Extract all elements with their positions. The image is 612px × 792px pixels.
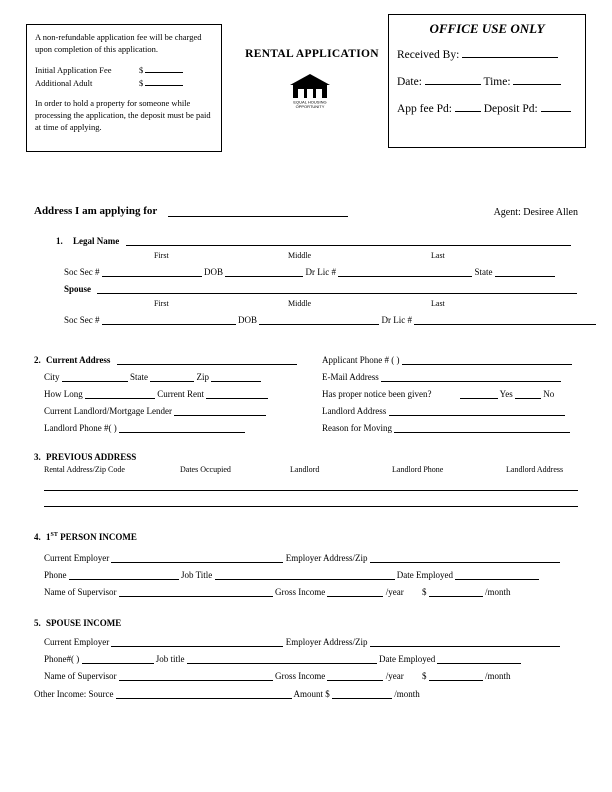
spouse-dr-lic-input[interactable] [414, 313, 596, 325]
other-income-per-month-label: /month [394, 689, 420, 699]
current-employer-input[interactable] [111, 551, 283, 563]
date-time-row [397, 72, 577, 88]
applicant-phone-row [322, 353, 572, 365]
current-employer-label: Current Employer [44, 553, 110, 563]
notice-no-blank[interactable] [515, 387, 541, 399]
section-1-number: 1. [56, 236, 63, 246]
email-input[interactable] [381, 370, 561, 382]
previous-address-blank-line-1[interactable] [44, 490, 578, 491]
spouse-date-employed-input[interactable] [437, 652, 521, 664]
phone-jobtitle-row-1 [44, 568, 539, 580]
phone-jobtitle-row-2 [44, 652, 521, 664]
current-rent-input[interactable] [206, 387, 268, 399]
first-person-income-title: 1ST PERSON INCOME [46, 532, 137, 542]
column-dates-occupied: Dates Occupied [180, 465, 231, 474]
dob-input[interactable] [225, 265, 303, 277]
amount-label: Amount $ [293, 689, 330, 699]
job-title-input[interactable] [215, 568, 395, 580]
no-label: No [543, 389, 555, 399]
initial-fee-blank[interactable] [145, 63, 183, 73]
employer-address-input[interactable] [370, 551, 560, 563]
spouse-phone-input[interactable] [82, 652, 154, 664]
section-2-number: 2. [34, 355, 41, 365]
supervisor-income-row-1 [44, 585, 511, 597]
spouse-current-employer-input[interactable] [111, 635, 283, 647]
state-label: State [474, 267, 493, 277]
landlord-address-row [322, 404, 565, 416]
spouse-dob-label: DOB [238, 315, 258, 325]
spouse-dr-lic-label: Dr Lic # [381, 315, 413, 325]
reason-moving-row [322, 421, 570, 433]
spouse-employer-address-label: Employer Address/Zip [285, 637, 368, 647]
employer-row-1 [44, 551, 560, 563]
additional-adult-label: Additional Adult [35, 78, 93, 88]
landlord-phone-row [44, 421, 245, 433]
landlord-address-label: Landlord Address [322, 406, 387, 416]
date-input[interactable] [425, 72, 481, 85]
current-rent-label: Current Rent [157, 389, 204, 399]
state-label: State [130, 372, 149, 382]
spouse-current-employer-label: Current Employer [44, 637, 110, 647]
per-year-label: /year [385, 587, 404, 597]
applicant-phone-input[interactable] [402, 353, 572, 365]
soc-sec-input[interactable] [102, 265, 202, 277]
column-landlord: Landlord [290, 465, 320, 474]
spouse-name-input[interactable] [97, 282, 577, 294]
landlord-mortgage-label: Current Landlord/Mortgage Lender [44, 406, 172, 416]
spouse-soc-sec-input[interactable] [102, 313, 236, 325]
time-label: Time: [483, 76, 511, 88]
phone-input[interactable] [69, 568, 179, 580]
spouse-per-year-label: /year [385, 671, 404, 681]
deposit-pd-label: Deposit Pd: [483, 103, 538, 115]
employer-address-label: Employer Address/Zip [285, 553, 368, 563]
svg-text:EQUAL HOUSING: EQUAL HOUSING [293, 99, 327, 105]
spouse-job-title-input[interactable] [187, 652, 377, 664]
zip-input[interactable] [211, 370, 261, 382]
employer-row-2 [44, 635, 560, 647]
spouse-soc-sec-row [56, 313, 578, 330]
agent-name: Desiree Allen [523, 207, 578, 218]
gross-income-year-input[interactable] [327, 585, 383, 597]
soc-sec-label: Soc Sec # [64, 267, 100, 277]
section-4-number: 4. [34, 532, 41, 542]
fee-deposit-row [397, 99, 577, 115]
zip-label: Zip [196, 372, 210, 382]
spouse-date-employed-label: Date Employed [379, 654, 436, 664]
legal-name-label: Legal Name [73, 236, 120, 246]
caption-middle-spouse: Middle [288, 299, 312, 308]
gross-income-label: Gross Income [274, 587, 326, 597]
date-label: Date: [397, 76, 422, 88]
received-by-row [397, 45, 577, 61]
notice-yes-blank[interactable] [460, 387, 498, 399]
legal-name-input[interactable] [126, 234, 571, 246]
other-income-row [34, 687, 420, 699]
app-fee-pd-label: App fee Pd: [397, 103, 452, 115]
deposit-note-text: In order to hold a property for someone while processing the application, the deposit must be paid at time of applying. [35, 98, 211, 132]
how-long-rent-row [44, 387, 268, 399]
additional-adult-fee-row [35, 76, 213, 89]
application-fee-box [26, 24, 222, 152]
soc-sec-dob-row [56, 265, 578, 282]
notice-given-label: Has proper notice been given? [322, 389, 432, 399]
current-address-label: Current Address [46, 355, 111, 365]
dollar-sign: $ [139, 78, 144, 88]
date-employed-label: Date Employed [396, 570, 454, 580]
spouse-name-supervisor-input[interactable] [119, 669, 273, 681]
fee-intro-text: A non-refundable application fee will be charged upon completion of this application. [35, 32, 202, 54]
equal-housing-opportunity-icon [288, 72, 332, 112]
how-long-label: How Long [44, 389, 83, 399]
spouse-name-supervisor-label: Name of Supervisor [44, 671, 117, 681]
other-income-label: Other Income: Source [34, 689, 114, 699]
svg-text:OPPORTUNITY: OPPORTUNITY [295, 104, 325, 109]
caption-middle: Middle [288, 251, 312, 260]
name-supervisor-input[interactable] [119, 585, 273, 597]
reason-moving-label: Reason for Moving [322, 423, 392, 433]
state-input[interactable] [495, 265, 555, 277]
dob-label: DOB [204, 267, 224, 277]
caption-last: Last [431, 251, 445, 260]
section-4-first-person-income [34, 532, 137, 542]
email-label: E-Mail Address [322, 372, 379, 382]
other-income-amount-input[interactable] [332, 687, 392, 699]
dr-lic-input[interactable] [338, 265, 472, 277]
state-input[interactable] [150, 370, 194, 382]
caption-first-spouse: First [154, 299, 169, 308]
section-3-number: 3. [34, 452, 41, 462]
spouse-gross-income-label: Gross Income [274, 671, 326, 681]
deposit-pd-input[interactable] [541, 99, 571, 112]
applicant-phone-label: Applicant Phone # ( ) [322, 355, 400, 365]
legal-name-row [56, 234, 578, 251]
spouse-gross-income-month-input[interactable] [429, 669, 483, 681]
caption-last-spouse: Last [431, 299, 445, 308]
other-income-source-input[interactable] [116, 687, 292, 699]
app-fee-pd-input[interactable] [455, 99, 481, 112]
spouse-gross-income-year-input[interactable] [327, 669, 383, 681]
section-5-spouse-income [34, 618, 121, 628]
spouse-job-title-label: Job title [155, 654, 185, 664]
agent-row [494, 207, 578, 218]
dr-lic-label: Dr Lic # [305, 267, 337, 277]
landlord-address-input[interactable] [389, 404, 565, 416]
notice-given-row [322, 387, 554, 399]
landlord-mortgage-input[interactable] [174, 404, 266, 416]
column-landlord-address: Landlord Address [506, 465, 564, 474]
address-applying-input[interactable] [168, 205, 348, 217]
per-month-label: /month [484, 587, 511, 597]
city-state-zip-row [44, 370, 261, 382]
received-by-label: Received By: [397, 49, 460, 61]
current-address-input[interactable] [117, 353, 297, 365]
dollar-sign-4: $ [421, 587, 427, 597]
additional-adult-blank[interactable] [145, 76, 183, 86]
email-row [322, 370, 561, 382]
landlord-phone-input[interactable] [119, 421, 245, 433]
yes-label: Yes [499, 389, 513, 399]
supervisor-income-row-2 [44, 669, 511, 681]
job-title-label: Job Title [181, 570, 213, 580]
city-input[interactable] [62, 370, 128, 382]
initial-application-fee-label: Initial Application Fee [35, 65, 112, 75]
caption-first: First [154, 251, 169, 260]
dollar-sign: $ [139, 65, 144, 75]
spouse-income-title: SPOUSE INCOME [46, 618, 122, 628]
how-long-input[interactable] [85, 387, 155, 399]
agent-label: Agent: [493, 207, 521, 218]
spouse-name-row [56, 282, 578, 299]
spouse-per-month-label: /month [484, 671, 511, 681]
column-rental-address: Rental Address/Zip Code [44, 465, 125, 474]
address-applying-label: Address I am applying for [34, 205, 158, 217]
spouse-soc-sec-label: Soc Sec # [64, 315, 100, 325]
landlord-phone-label: Landlord Phone #( ) [44, 423, 117, 433]
name-supervisor-label: Name of Supervisor [44, 587, 117, 597]
time-input[interactable] [513, 72, 561, 85]
date-employed-input[interactable] [455, 568, 539, 580]
spouse-employer-address-input[interactable] [370, 635, 560, 647]
previous-address-blank-line-2[interactable] [44, 506, 578, 507]
office-use-only-box [388, 14, 586, 148]
page-title: RENTAL APPLICATION [245, 48, 379, 60]
dollar-sign-5: $ [421, 671, 427, 681]
landlord-mortgage-row [44, 404, 266, 416]
column-landlord-phone: Landlord Phone [392, 465, 444, 474]
reason-moving-input[interactable] [394, 421, 570, 433]
spouse-label: Spouse [64, 284, 92, 294]
gross-income-month-input[interactable] [429, 585, 483, 597]
section-5-number: 5. [34, 618, 41, 628]
section-1-legal-name [56, 234, 578, 330]
spouse-dob-input[interactable] [259, 313, 379, 325]
spouse-phone-label: Phone#( ) [44, 654, 80, 664]
received-by-input[interactable] [462, 45, 558, 58]
office-use-title: OFFICE USE ONLY [429, 21, 545, 36]
phone-label: Phone [44, 570, 67, 580]
initial-application-fee-row [35, 63, 213, 76]
city-label: City [44, 372, 60, 382]
previous-address-title: PREVIOUS ADDRESS [46, 452, 137, 462]
